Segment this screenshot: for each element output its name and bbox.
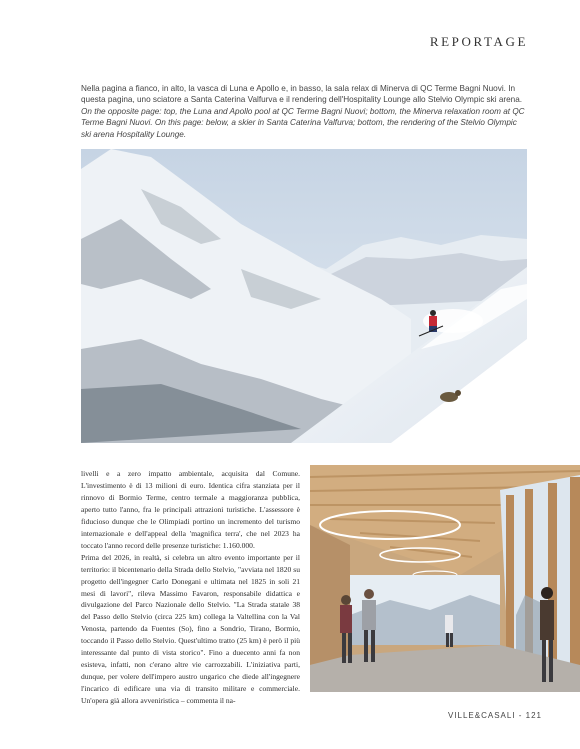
article-paragraph: livelli e a zero impatto ambientale, acquisita dal Comune. L'investimento è di 13 milioni di euro. Identica cifra stanziata per il rinnovo di Bormio Terme, centro termale a maggioranza pubblica, aperto tutto l'anno, fra le principali attrazioni turistiche. L'assessore è fiducioso dunque che le Olimpiadi portino un incremento del turismo internazionale e dell'appeal della 'magnifica terra', che nel 2023 ha toccato l'anno record delle presenze turistiche: 1.160.000. (81, 469, 300, 550)
caption-english: On the opposite page: top, the Luna and Apollo pool at QC Terme Bagni Nuovi; bottom, the Minerva relaxation room at QC Terme Bagni Nuovi. On this page: below, a skier in Santa Caterina Valfurva; bottom, the rendering of the Stelvio Olympic ski arena Hospitality Lounge. (81, 106, 525, 139)
article-paragraph: Prima del 2026, in realtà, si celebra un altro evento importante per il territorio: il bicentenario della Strada dello Stelvio, "avviata nel 1820 su progetto dell'ingegner Carlo Donegani e ultimata nel 1825 in soli 21 mesi di lavori", rileva Massimo Favaron, responsabile didattica e divulgazione del Parco Nazionale dello Stelvio. "La Strada statale 38 del Passo dello Stelvio (circa 225 km) collega la Valtellina con la Val Venosta, partendo da Fuentes (So), fino a Sondrio, Tirano, Bormio, toccando il Passo dello Stelvio. Quest'ultimo tratto (25 km) è però il più interessante dal punto di vista storico". Fino a duecento anni fa non esisteva, infatti, non c'erano altre vie carrozzabili. L'iniziativa parti, dunque, per volere dell'impero austro ungarico che diede all'ingegnere l'incarico di edificare una via di transito militare e commerciale. Un'opera già allora avveniristica – commenta il na- (81, 552, 300, 706)
article-body (81, 468, 300, 707)
skier-photo-art (81, 149, 527, 443)
caption-italian: Nella pagina a fianco, in alto, la vasca di Luna e Apollo e, in basso, la sala relax di Minerva di QC Terme Bagni Nuovi. In questa pagina, uno sciatore a Santa Caterina Valfurva e il rendering dell'Hospitality Lounge allo Stelvio Olympic ski arena. (81, 84, 523, 105)
page-folio: VILLE&CASALI - 121 (447, 711, 542, 720)
photo-credit: © DiottoStudio (484, 434, 523, 440)
photo-caption (81, 83, 527, 140)
lounge-rendering-art (310, 465, 580, 692)
lounge-rendering (310, 465, 580, 692)
skier-photo (81, 149, 527, 443)
section-label: REPORTAGE (429, 34, 528, 49)
